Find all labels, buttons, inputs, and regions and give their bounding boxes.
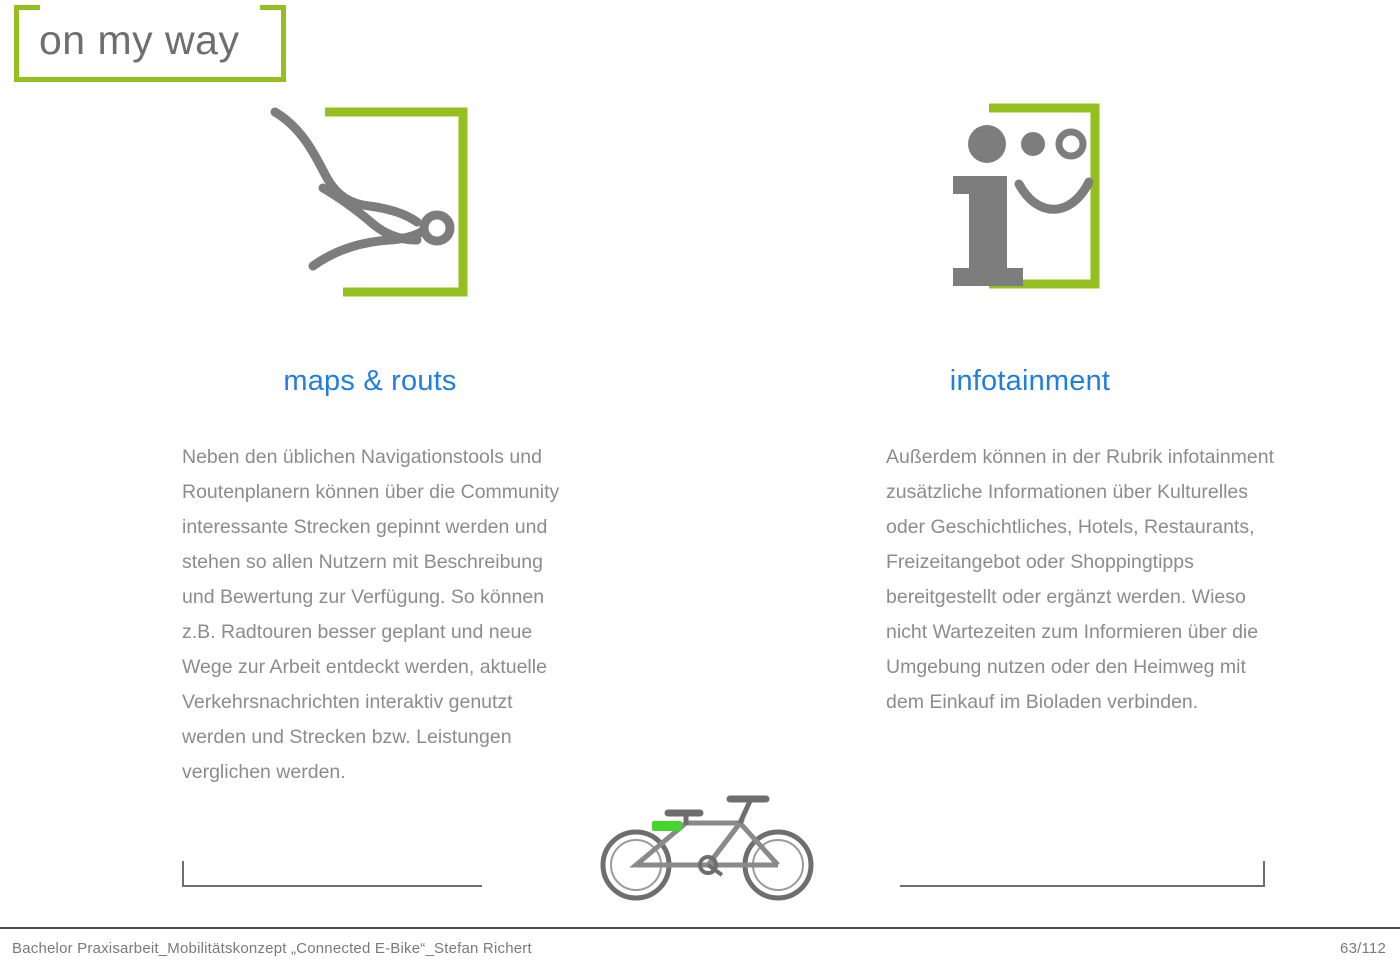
hand-pinch-map-icon	[60, 100, 680, 330]
column-heading-infotainment: infotainment	[949, 365, 1111, 397]
bicycle-icon	[590, 783, 830, 903]
divider-left	[182, 861, 482, 887]
column-body-infotainment: Außerdem können in der Rubrik infotainment zusätzliche Informationen über Kulturelles oder Geschichtliches, Hotels, Restaurants, Freizeitangebot oder Shoppingtipps bereitgestellt oder ergänzt werden. Wieso nicht Wartezeiten zum Informieren über die Umgebung nutzen oder den Heimweg mit dem Einkauf im Bioladen verbinden.	[886, 446, 1275, 713]
footer-page-number: 63/112	[1340, 940, 1386, 957]
page-title: on my way	[39, 17, 240, 63]
column-heading-maps: maps & routs	[283, 365, 457, 397]
column-body-maps: Neben den üblichen Navigationstools und Routenplanern können über die Community interessante Strecken gepinnt werden und stehen so allen Nutzern mit Beschreibung und Bewertung zur Verfügung. So können z.B. Radtouren besser geplant und neue Wege zur Arbeit entdeckt werden, aktuelle Verkehrsnachrichten interaktiv genutzt werden und Strecken bzw. Leistungen verglichen werden.	[182, 446, 560, 783]
footer-caption: Bachelor Praxisarbeit_Mobilitätskonzept „Connected E-Bike“_Stefan Richert	[12, 940, 532, 957]
column-maps-routes	[60, 100, 680, 790]
title-badge	[14, 10, 286, 82]
info-smiley-icon	[720, 100, 1340, 330]
divider-right	[900, 861, 1265, 887]
column-infotainment	[720, 100, 1340, 720]
footer-divider	[0, 927, 1400, 929]
